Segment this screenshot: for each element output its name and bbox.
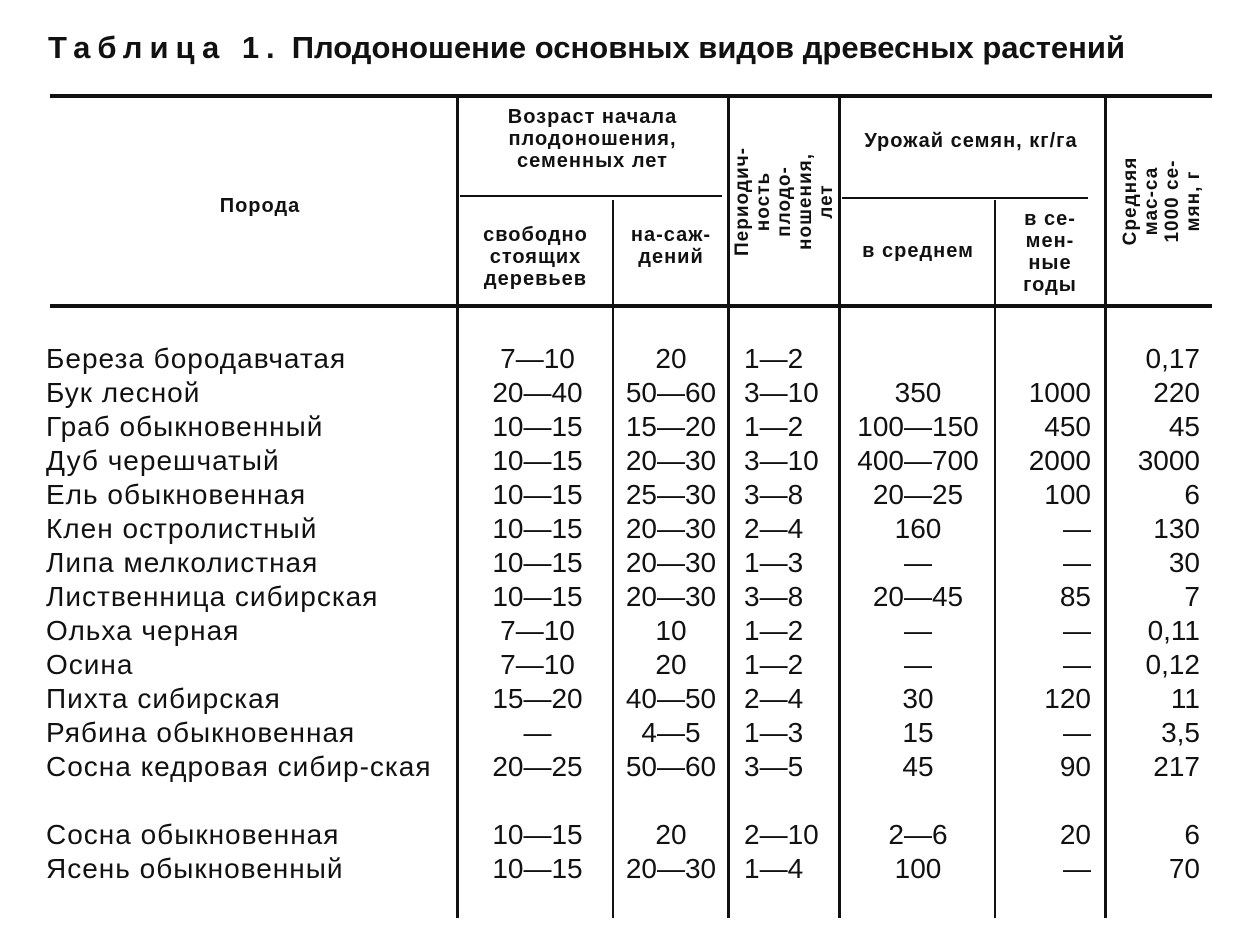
free-trees-cell: 10—15: [492, 445, 583, 476]
table-caption: [48, 30, 1125, 66]
species-cell: Пихта сибирская: [46, 683, 281, 714]
header-species: Порода: [219, 195, 301, 217]
yield-seed-years-cell: 85: [1059, 581, 1091, 612]
seed-mass-cell: 6: [1184, 479, 1200, 510]
free-trees-cell: 20—40: [492, 377, 583, 408]
stands-cell: 20—30: [625, 445, 717, 476]
periodicity-cell: 1—2: [744, 411, 804, 442]
seed-mass-cell: 0,11: [1147, 615, 1200, 646]
yield-seed-years-cell: 2000: [1028, 445, 1091, 476]
stands-cell: 20—30: [625, 513, 717, 544]
periodicity-cell: 1—2: [744, 615, 804, 646]
periodicity-cell: 1—2: [744, 649, 804, 680]
yield-average-cell: 20—25: [872, 479, 964, 510]
periodicity-cell: 3—5: [744, 751, 804, 782]
stands-cell: 20: [655, 343, 687, 374]
free-trees-cell: 10—15: [492, 513, 583, 544]
species-cell: Граб обыкновенный: [46, 411, 324, 442]
header-yield-average: в среднем: [862, 240, 974, 262]
yield-average-cell: —: [904, 649, 932, 680]
header-yield-seed-years: в се-мен-ные годы: [1023, 208, 1077, 296]
periodicity-cell: 1—4: [744, 853, 804, 884]
species-cell: Лиственница сибирская: [46, 581, 379, 612]
table-row: [0, 648, 1236, 682]
table-row: [0, 342, 1236, 376]
yield-seed-years-cell: 20: [1059, 819, 1091, 850]
header-yield: Урожай семян, кг/га: [864, 130, 1078, 152]
yield-average-cell: 160: [894, 513, 942, 544]
table-row: [0, 716, 1236, 750]
yield-seed-years-cell: —: [1063, 513, 1091, 544]
yield-seed-years-cell: —: [1063, 717, 1091, 748]
yield-average-cell: 400—700: [857, 445, 979, 476]
periodicity-cell: 1—2: [744, 343, 804, 374]
stands-cell: 20—30: [625, 853, 717, 884]
species-cell: Сосна кедровая сибир-ская: [46, 751, 432, 782]
stands-cell: 4—5: [641, 717, 701, 748]
yield-seed-years-cell: 100: [1044, 479, 1091, 510]
yield-average-cell: 30: [902, 683, 934, 714]
table-row: [0, 614, 1236, 648]
stands-cell: 40—50: [625, 683, 717, 714]
periodicity-cell: 1—3: [744, 717, 804, 748]
seed-mass-cell: 70: [1168, 853, 1200, 884]
free-trees-cell: —: [523, 717, 552, 748]
yield-average-cell: 100: [894, 853, 942, 884]
periodicity-cell: 3—10: [744, 445, 819, 476]
species-cell: Клен остролистный: [46, 513, 318, 544]
yield-seed-years-cell: —: [1063, 649, 1091, 680]
periodicity-cell: 3—10: [744, 377, 819, 408]
species-cell: Липа мелколистная: [46, 547, 319, 578]
seed-mass-cell: 45: [1168, 411, 1200, 442]
table-row: [0, 682, 1236, 716]
yield-average-cell: —: [904, 615, 932, 646]
seed-mass-cell: 217: [1153, 751, 1200, 782]
stands-cell: 50—60: [625, 377, 717, 408]
caption-title: Плодоношение основных видов древесных растений: [291, 30, 1126, 65]
free-trees-cell: 10—15: [492, 411, 583, 442]
header-bottom-rule: [50, 304, 1212, 308]
stands-cell: 25—30: [625, 479, 717, 510]
seed-mass-cell: 6: [1184, 819, 1200, 850]
yield-seed-years-cell: 90: [1059, 751, 1091, 782]
table-row: [0, 546, 1236, 580]
species-cell: Осина: [46, 649, 134, 680]
table-row: [0, 444, 1236, 478]
yield-seed-years-cell: 450: [1044, 411, 1091, 442]
table-row: [0, 512, 1236, 546]
header-start-age: Возраст начала плодоношения, семенных лет: [507, 106, 678, 172]
header-stands: на-саж-дений: [630, 224, 712, 268]
species-cell: Рябина обыкновенная: [46, 717, 356, 748]
free-trees-cell: 15—20: [492, 683, 583, 714]
stands-cell: 15—20: [625, 411, 717, 442]
header-seed-mass: Средняя мас-са 1000 се-мян, г: [1120, 156, 1204, 246]
seed-mass-cell: 30: [1168, 547, 1200, 578]
yield-average-cell: 20—45: [872, 581, 964, 612]
species-cell: Береза бородавчатая: [46, 343, 347, 374]
free-trees-cell: 7—10: [500, 343, 575, 374]
table-row: [0, 852, 1236, 886]
table-row: [0, 376, 1236, 410]
periodicity-cell: 3—8: [744, 479, 804, 510]
seed-mass-cell: 220: [1153, 377, 1200, 408]
yield-average-cell: 2—6: [888, 819, 948, 850]
stands-cell: 20: [655, 819, 687, 850]
species-cell: Ель обыкновенная: [46, 479, 307, 510]
periodicity-cell: 2—10: [744, 819, 819, 850]
yield-average-cell: 15: [902, 717, 934, 748]
yield-subheader-rule: [842, 197, 1088, 199]
table-body: [0, 342, 1236, 886]
stands-cell: 20—30: [625, 547, 717, 578]
yield-seed-years-cell: —: [1063, 853, 1091, 884]
caption-label: Таблица 1.: [48, 30, 282, 65]
table-row: [0, 478, 1236, 512]
free-trees-cell: 10—15: [492, 819, 583, 850]
yield-average-cell: 45: [902, 751, 934, 782]
table-row: [0, 750, 1236, 818]
stands-cell: 10: [655, 615, 687, 646]
periodicity-cell: 2—4: [744, 683, 804, 714]
seed-mass-cell: 7: [1184, 581, 1200, 612]
header-periodicity: Периодич-ность плодо-ношения, лет: [731, 146, 837, 256]
free-trees-cell: 10—15: [492, 853, 583, 884]
table-row: [0, 580, 1236, 614]
top-rule: [50, 94, 1212, 98]
stands-cell: 20—30: [625, 581, 717, 612]
periodicity-cell: 1—3: [744, 547, 804, 578]
free-trees-cell: 10—15: [492, 479, 583, 510]
species-cell: Ясень обыкновенный: [46, 853, 344, 884]
species-cell: Бук лесной: [46, 377, 201, 408]
free-trees-cell: 20—25: [492, 751, 583, 782]
periodicity-cell: 2—4: [744, 513, 804, 544]
free-trees-cell: 7—10: [500, 649, 575, 680]
free-trees-cell: 7—10: [500, 615, 575, 646]
header-free-trees: свободно стоящих деревьев: [483, 224, 588, 290]
species-cell: Дуб черешчатый: [46, 445, 280, 476]
table-row: [0, 410, 1236, 444]
seed-mass-cell: 0,12: [1145, 649, 1200, 680]
stands-cell: 20: [655, 649, 687, 680]
yield-average-cell: 100—150: [857, 411, 979, 442]
seed-mass-cell: 11: [1170, 683, 1200, 714]
seed-mass-cell: 130: [1153, 513, 1200, 544]
seed-mass-cell: 0,17: [1145, 343, 1200, 374]
free-trees-cell: 10—15: [492, 547, 583, 578]
periodicity-cell: 3—8: [744, 581, 804, 612]
stands-cell: 50—60: [625, 751, 717, 782]
free-trees-cell: 10—15: [492, 581, 583, 612]
seed-mass-cell: 3,5: [1161, 717, 1200, 748]
yield-average-cell: —: [904, 547, 932, 578]
yield-average-cell: 350: [894, 377, 942, 408]
yield-seed-years-cell: 120: [1044, 683, 1091, 714]
table-row: [0, 818, 1236, 852]
yield-seed-years-cell: 1000: [1028, 377, 1091, 408]
species-cell: Ольха черная: [46, 615, 240, 646]
yield-seed-years-cell: —: [1063, 615, 1091, 646]
seed-mass-cell: 3000: [1137, 445, 1200, 476]
age-subheader-rule: [460, 195, 722, 197]
yield-seed-years-cell: —: [1063, 547, 1091, 578]
species-cell: Сосна обыкновенная: [46, 819, 340, 850]
